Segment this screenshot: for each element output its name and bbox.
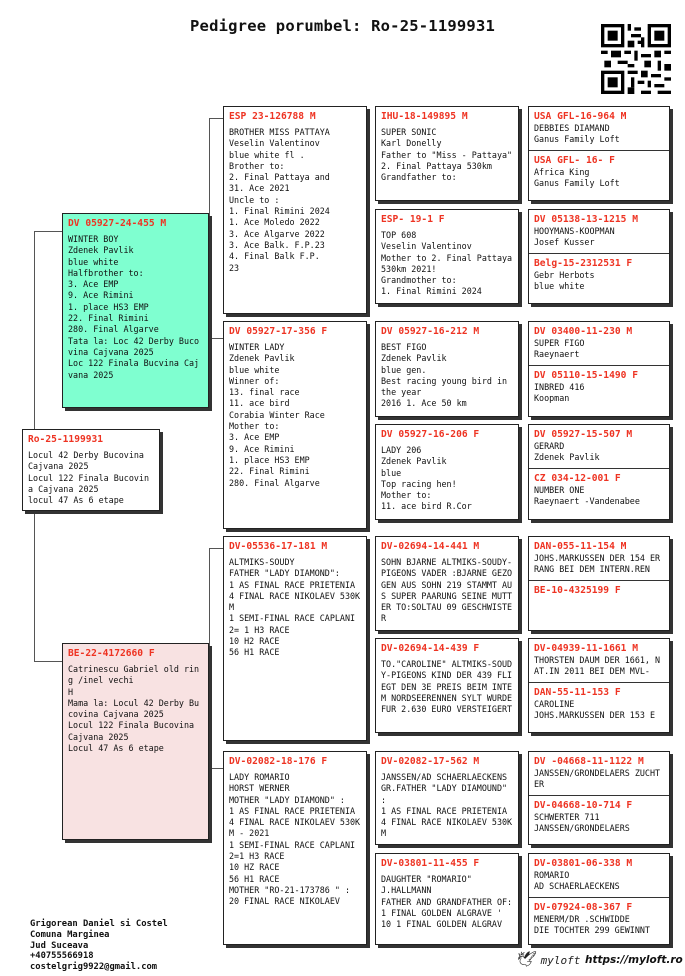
gen4-ring-code: DV -04668-11-1122 M xyxy=(534,756,644,767)
gen4-ring-code: DV 05138-13-1215 M xyxy=(534,214,638,225)
gen4-pair-card xyxy=(528,321,670,417)
divider xyxy=(529,468,669,469)
great-grandparent-description: LADY 206 Zdenek Pavlik blue Top racing hen! Mother to: 11. ace bird R.Cor xyxy=(381,445,472,512)
gen4-ring-code: Belg-15-2312531 F xyxy=(534,257,633,269)
connector xyxy=(209,338,223,339)
gen4-description: MENERM/DR .SCHWIDDE DIE TOCHTER 299 GEWINNT xyxy=(534,913,650,935)
great-grandparent-description: TOP 608 Veselin Valentinov Mother to 2. Final Pattaya 530km 2021! Grandmother to: 1. Final Rimini 2024 xyxy=(381,230,513,297)
gen4-description: Africa King Ganus Family Loft xyxy=(534,166,620,188)
gen4-ring-code: DV 05927-15-507 M xyxy=(534,429,633,440)
owner-phone: +40755566918 xyxy=(30,951,94,962)
gen4-ring-code: USA GFL- 16- F xyxy=(534,154,615,166)
connector xyxy=(209,548,223,549)
gen4-ring-code: DV 05110-15-1490 F xyxy=(534,369,638,381)
great-grandparent-ring-code: DV 05927-16-212 M xyxy=(381,326,480,337)
pigeon-icon: 🕊 xyxy=(515,950,535,968)
gen4-description: THORSTEN DAUM DER 1661, NAT.IN 2011 BEI DEM MVL- xyxy=(534,655,661,677)
gen4-ring-code: CZ 034-12-001 F xyxy=(534,472,621,484)
gen4-pair-card xyxy=(528,751,670,845)
connector xyxy=(34,511,35,661)
connector xyxy=(34,661,62,662)
great-grandparent-card xyxy=(375,106,519,201)
great-grandparent-description: BEST FIGO Zdenek Pavlik blue gen. Best racing young bird in the year 2016 1. Ace 50 km xyxy=(381,342,508,409)
divider xyxy=(529,897,669,898)
great-grandparent-description: DAUGHTER "ROMARIO" J.HALLMANN FATHER AND GRANDFATHER OF: 1 FINAL GOLDEN ALGRAVE ' 10 1 FINAL GOLDEN ALGRAV xyxy=(381,874,513,930)
connector xyxy=(34,231,62,232)
gen4-description: CAROLINE JOHS.MARKUSSEN DER 153 E xyxy=(534,698,656,720)
great-grandparent-ring-code: DV-03801-11-455 F xyxy=(381,858,480,869)
gen4-description: NUMBER ONE Raeynaert -Vandenabee xyxy=(534,484,640,506)
gen4-description: HOOYMANS-KOOPMAN Josef Kusser xyxy=(534,226,615,248)
divider xyxy=(529,365,669,366)
grandparent-description: BROTHER MISS PATTAYA Veselin Valentinov blue white fl . Brother to: 2. Final Pattaya and 31. Ace 2021 Uncle to : 1. Final Rimini 2024 1. Ace Moledo 2022 3. Ace Algarve 2022 3. Ace Balk. F.P.23 4. Final Balk F.P. 23 xyxy=(229,127,330,273)
brand-name: myloft xyxy=(540,954,581,967)
grandparent-ring-code: ESP 23-126788 M xyxy=(229,111,316,122)
gen4-pair-card xyxy=(528,106,670,201)
qr-code xyxy=(601,24,671,94)
subject-card xyxy=(22,429,160,511)
subject-ring-code: Ro-25-1199931 xyxy=(28,434,104,445)
great-grandparent-ring-code: DV-02694-14-441 M xyxy=(381,541,480,552)
great-grandparent-card xyxy=(375,536,519,631)
gen4-ring-code: DAN-55-11-153 F xyxy=(534,686,621,698)
divider xyxy=(529,253,669,254)
dam-description: Catrinescu Gabriel old ring /inel vechi H Mama la: Locul 42 Derby Bucovina Cajvana 2025 Locul 122 Finala Bucovina Cajvana 2025 Locul 47 As 6 etape xyxy=(68,664,200,754)
great-grandparent-description: SUPER SONIC Karl Donelly Father to "Miss - Pattaya" 2. Final Pattaya 530km Grandfather to: xyxy=(381,127,513,183)
divider xyxy=(529,580,669,581)
dam-sire-card xyxy=(223,536,367,741)
connector xyxy=(209,548,210,768)
owner-contact xyxy=(30,919,168,973)
gen4-ring-code: DAN-055-11-154 M xyxy=(534,541,627,552)
gen4-ring-code: USA GFL-16-964 M xyxy=(534,111,627,122)
grandparent-ring-code: DV-05536-17-181 M xyxy=(229,541,328,552)
sire-dam-card xyxy=(223,321,367,529)
great-grandparent-card xyxy=(375,209,519,304)
owner-county: Jud Suceava xyxy=(30,940,89,951)
gen4-description: JOHS.MARKUSSEN DER 154 ERRANG BEI DEM INTERN.REN xyxy=(534,553,661,575)
gen4-ring-code: DV-04939-11-1661 M xyxy=(534,643,638,654)
grandparent-description: LADY ROMARIO HORST WERNER MOTHER "LADY DIAMOND" : 1 AS FINAL RACE PRIETENIA 4 FINAL RACE NIKOLAEV 530KM - 2021 1 SEMI-FINAL RACE CAPLANI 2=1 H3 RACE 10 HZ RACE 56 H1 RACE MOTHER "RO-21-173786 " : 20 FINAL RACE NIKOLAEV xyxy=(229,772,361,907)
great-grandparent-ring-code: ESP- 19-1 F xyxy=(381,214,445,225)
gen4-ring-code: DV 03400-11-230 M xyxy=(534,326,633,337)
gen4-pair-card xyxy=(528,638,670,733)
great-grandparent-ring-code: DV-02694-14-439 F xyxy=(381,643,480,654)
great-grandparent-description: JANSSEN/AD SCHAERLAECKENS GR.FATHER "LADY DIAMOUND" : 1 AS FINAL RACE PRIETENIA 4 FINAL RACE NIKOLAEV 530KM xyxy=(381,772,513,839)
gen4-ring-code: DV-04668-10-714 F xyxy=(534,799,633,811)
sire-sire-card xyxy=(223,106,367,314)
sire-description: WINTER BOY Zdenek Pavlik blue white Halfbrother to: 3. Ace EMP 9. Ace Rimini 1. place HS3 EMP 22. Final Rimini 280. Final Algarve Tata la: Loc 42 Derby Bucovina Cajvana 2025 Loc 122 Finala Bucvina Cajvana 2025 xyxy=(68,234,200,380)
great-grandparent-card xyxy=(375,321,519,417)
gen4-description: SCHWERTER 711 JANSSEN/GRONDELAERS xyxy=(534,811,630,833)
gen4-ring-code: DV-03801-06-338 M xyxy=(534,858,633,869)
great-grandparent-card xyxy=(375,751,519,845)
gen4-description: DEBBIES DIAMAND Ganus Family Loft xyxy=(534,123,620,145)
page-title: Pedigree porumbel: Ro-25-1199931 xyxy=(190,17,496,35)
great-grandparent-card xyxy=(375,424,519,520)
divider xyxy=(529,682,669,683)
gen4-description: Gebr Herbots blue white xyxy=(534,269,595,291)
connector xyxy=(209,118,210,338)
grandparent-description: ALTMIKS-SOUDY FATHER "LADY DIAMOND": 1 AS FINAL RACE PRIETENIA 4 FINAL RACE NIKOLAEV 530KM 1 SEMI-FINAL RACE CAPLANI 2= 1 H3 RACE 10 H2 RACE 56 H1 RACE xyxy=(229,557,361,658)
brand-logo xyxy=(515,950,580,968)
gen4-pair-card xyxy=(528,853,670,945)
divider xyxy=(529,150,669,151)
great-grandparent-description: SOHN BJARNE ALTMIKS-SOUDY-PIGEONS VADER :BJARNE GEZOGEN AUS SOHN 219 STAMMT AUS SUPER PAARUNG SEINE MUTTER TO:SOLTAU 09 GESCHWISTER xyxy=(381,557,513,624)
gen4-description: INBRED 416 Koopman xyxy=(534,381,585,403)
connector xyxy=(209,118,223,119)
grandparent-ring-code: DV 05927-17-356 F xyxy=(229,326,328,337)
gen4-ring-code: BE-10-4325199 F xyxy=(534,584,621,596)
grandparent-ring-code: DV-02082-18-176 F xyxy=(229,756,328,767)
owner-email[interactable]: costelgrig9922@gmail.com xyxy=(30,962,158,973)
owner-name: Grigorean Daniel si Costel xyxy=(30,919,168,929)
website-link[interactable]: https://myloft.ro xyxy=(585,954,683,966)
great-grandparent-card xyxy=(375,853,519,945)
great-grandparent-ring-code: IHU-18-149895 M xyxy=(381,111,468,122)
gen4-pair-card xyxy=(528,209,670,304)
gen4-ring-code: DV-07924-08-367 F xyxy=(534,901,633,913)
gen4-pair-card xyxy=(528,536,670,631)
great-grandparent-card xyxy=(375,638,519,733)
dam-card xyxy=(62,643,209,840)
connector xyxy=(209,768,223,769)
gen4-description: SUPER FIGO Raeynaert xyxy=(534,338,585,360)
gen4-description: GERARD Zdenek Pavlik xyxy=(534,441,600,463)
dam-dam-card xyxy=(223,751,367,945)
dam-ring-code: BE-22-4172660 F xyxy=(68,648,155,659)
great-grandparent-description: TO."CAROLINE" ALTMIKS-SOUDY-PIGEONS KIND DER 439 FLIEGT DEN 3E PREIS BEIM INTEM NORDSEERENNEN SYLT WURDE FUR 2.630 EURO VERSTEIGERT xyxy=(381,659,518,715)
grandparent-description: WINTER LADY Zdenek Pavlik blue white Winner of: 13. final race 11. ace bird Corabia Winter Race Mother to: 3. Ace EMP 9. Ace Rimini 1. place HS3 EMP 22. Final Rimini 280. Final Algarve xyxy=(229,342,325,488)
gen4-description: ROMARIO AD SCHAERLAECKENS xyxy=(534,870,620,892)
great-grandparent-ring-code: DV 05927-16-206 F xyxy=(381,429,480,440)
owner-city: Comuna Marginea xyxy=(30,929,110,940)
gen4-pair-card xyxy=(528,424,670,520)
connector xyxy=(34,231,35,429)
gen4-description: JANSSEN/GRONDELAERS ZUCHTER xyxy=(534,768,661,790)
divider xyxy=(529,795,669,796)
subject-description: Locul 42 Derby Bucovina Cajvana 2025 Locul 122 Finala Bucovina Cajvana 2025 locul 47 As 6 etape xyxy=(28,450,150,506)
great-grandparent-ring-code: DV-02082-17-562 M xyxy=(381,756,480,767)
sire-card xyxy=(62,213,209,408)
sire-ring-code: DV 05927-24-455 M xyxy=(68,218,167,229)
